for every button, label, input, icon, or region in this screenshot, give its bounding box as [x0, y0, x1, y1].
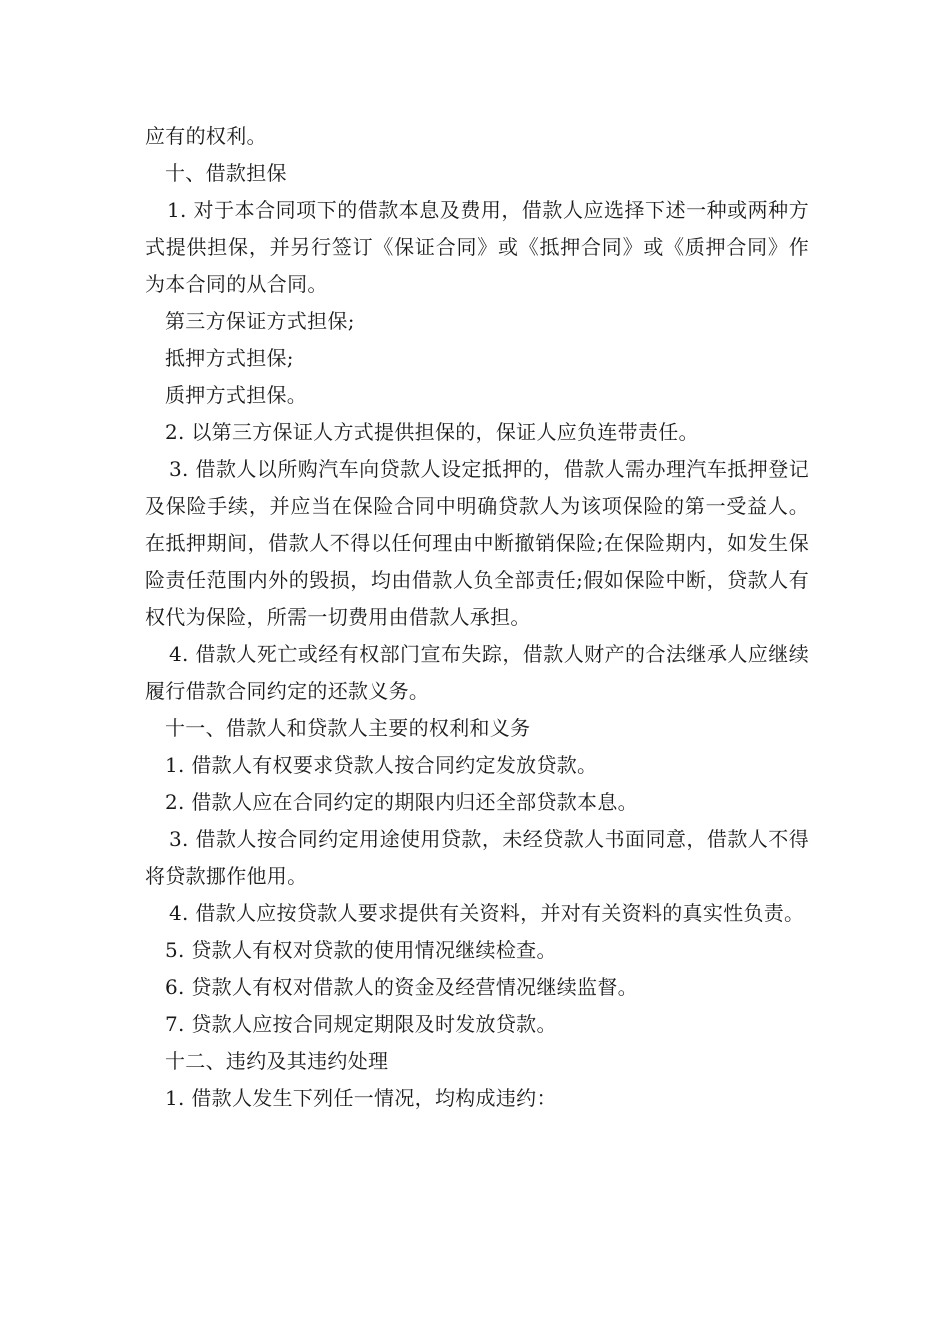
- paragraph-guarantee-4: 4. 借款人死亡或经有权部门宣布失踪，借款人财产的合法继承人应继续履行借款合同约定的还款义务。: [145, 642, 809, 703]
- paragraph-rights-6: 6. 贷款人有权对借款人的资金及经营情况继续监督。: [165, 975, 638, 999]
- paragraph-guarantee-3: 3. 借款人以所购汽车向贷款人设定抵押的，借款人需办理汽车抵押登记及保险手续，并应当在保险合同中明确贷款人为该项保险的第一受益人。在抵押期间，借款人不得以任何理由中断撤销保险;在保险期内，如发生保险责任范围内外的毁损，均由借款人负全部责任;假如保险中断，贷款人有权代为保险，所需一切费用由借款人承担。: [145, 457, 809, 629]
- paragraph-rights-4: 4. 借款人应按贷款人要求提供有关资料，并对有关资料的真实性负责。: [169, 901, 805, 925]
- paragraph-rights-2: 2. 借款人应在合同约定的期限内归还全部贷款本息。: [165, 790, 638, 814]
- heading-section-11: 十一、借款人和贷款人主要的权利和义务: [165, 716, 531, 740]
- paragraph-rights-5: 5. 贷款人有权对贷款的使用情况继续检查。: [165, 938, 557, 962]
- paragraph-guarantee-option-third-party: 第三方保证方式担保;: [165, 309, 355, 333]
- paragraph-guarantee-1: 1. 对于本合同项下的借款本息及费用，借款人应选择下述一种或两种方式提供担保，并另行签订《保证合同》或《抵押合同》或《质押合同》作为本合同的从合同。: [145, 198, 809, 296]
- paragraph-rights-3: 3. 借款人按合同约定用途使用贷款，未经贷款人书面同意，借款人不得将贷款挪作他用。: [145, 827, 809, 888]
- paragraph-rights-1: 1. 借款人有权要求贷款人按合同约定发放贷款。: [165, 753, 598, 777]
- paragraph-rights-end: 应有的权利。: [145, 124, 267, 148]
- paragraph-breach-1: 1. 借款人发生下列任一情况，均构成违约：: [165, 1086, 557, 1110]
- paragraph-rights-7: 7. 贷款人应按合同规定期限及时发放贷款。: [165, 1012, 557, 1036]
- document-body: [145, 118, 809, 1117]
- paragraph-guarantee-2: 2. 以第三方保证人方式提供担保的，保证人应负连带责任。: [165, 420, 699, 444]
- paragraph-guarantee-option-pledge: 质押方式担保。: [165, 383, 308, 407]
- heading-section-12: 十二、违约及其违约处理: [165, 1049, 389, 1073]
- heading-section-10: 十、借款担保: [165, 161, 287, 185]
- paragraph-guarantee-option-mortgage: 抵押方式担保;: [165, 346, 294, 370]
